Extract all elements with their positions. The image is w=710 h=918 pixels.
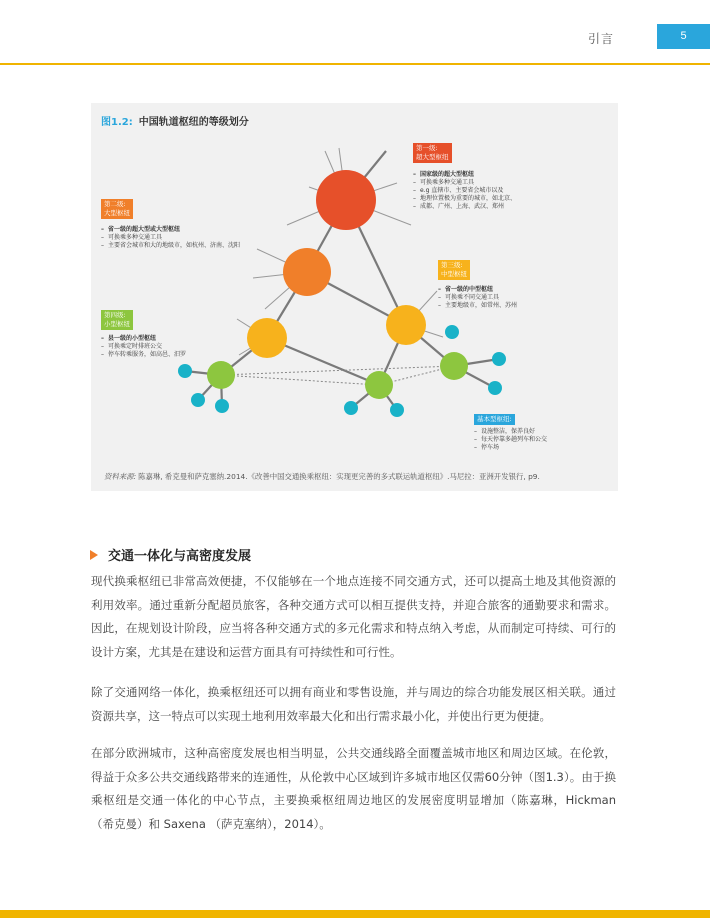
- list-item: – 可换乘多种交通工具: [101, 234, 296, 242]
- tier1-tag-line1: 第一级:: [416, 144, 438, 152]
- basic-hub-node: [492, 352, 506, 366]
- tier1-tag: [413, 143, 452, 163]
- source-label: 资料来源:: [104, 472, 137, 481]
- section-heading: [90, 545, 251, 564]
- footer-rule: [0, 910, 710, 918]
- tier2-list: [101, 226, 296, 250]
- tier4-tag-line1: 第四级:: [104, 311, 126, 319]
- list-item: – 地理位置极为重要的城市，如北京、: [413, 195, 543, 203]
- tier1-tag-line2: 超大型枢纽: [416, 153, 449, 161]
- basic-hub-node: [178, 364, 192, 378]
- tier4-list: [101, 335, 231, 359]
- list-item: – 县一级的小型枢纽: [101, 335, 231, 343]
- list-item: – 可换乘定时排班公交: [101, 343, 231, 351]
- tier3-tag-line1: 第三级:: [441, 261, 463, 269]
- list-item: – 省一级的中型枢纽: [438, 286, 558, 294]
- section-heading-text: 交通一体化与高密度发展: [108, 549, 252, 564]
- basic-hub-node: [344, 401, 358, 415]
- list-item: – 可换乘多种交通工具: [413, 179, 543, 187]
- figure-number: 图1.2:: [101, 117, 133, 128]
- tier4-tag-line2: 小型枢纽: [104, 320, 130, 328]
- basic-list: [474, 428, 594, 452]
- list-item: – 设施整洁，保养良好: [474, 428, 594, 436]
- basic-hub-node: [445, 325, 459, 339]
- list-item: – e.g 直辖市、主要省会城市以及: [413, 187, 543, 195]
- body-paragraph-1: 现代换乘枢纽已非常高效便捷，不仅能够在一个地点连接不同交通方式，还可以提高土地及其他资源的利用效率。通过重新分配超员旅客，各种交通方式可以相互提供支持，并迎合旅客的通勤要求和需求。因此，在规划设计阶段，应当将各种交通方式的多元化需求和特点纳入考虑，从而制定可持续、可行的设计方案，尤其是在建设和运营方面具有可持续性和可行性。: [91, 574, 616, 659]
- figure-hub-hierarchy: [91, 103, 618, 491]
- basic-tag-line1: 基本型枢纽:: [477, 415, 512, 423]
- header-section-title: 引言: [588, 32, 615, 46]
- list-item: – 主要省会城市和大的地级市，如杭州、济南、沈阳: [101, 242, 296, 250]
- list-item: – 停车转乘服务，如高邑、汨罗: [101, 351, 231, 359]
- basic-hub-node: [191, 393, 205, 407]
- tier4-tag: [101, 310, 133, 330]
- body-paragraph-3: 在部分欧洲城市，这种高密度发展也相当明显，公共交通线路全面覆盖城市地区和周边区域。在伦敦，得益于众多公共交通线路带来的连通性，从伦敦中心区域到许多城市地区仅需60分钟（图1.3）。由于换乘枢纽是交通一体化的中心节点，主要换乘枢纽周边地区的发展密度明显增加（陈嘉琳，Hickman （希克曼）和 Saxena （萨克塞纳），2014）。: [91, 746, 616, 831]
- figure-title-text: 中国轨道枢纽的等级划分: [138, 117, 249, 128]
- basic-hub-node: [215, 399, 229, 413]
- tier2-tag-line1: 第二级:: [104, 200, 126, 208]
- tier3-medium-hub-node: [386, 305, 426, 345]
- list-item: – 省一级的超大型或大型枢纽: [101, 226, 296, 234]
- triangle-bullet-icon: [90, 550, 98, 560]
- tier4-small-hub-node: [440, 352, 468, 380]
- list-item: – 每天停靠多趟列车和公交: [474, 436, 594, 444]
- list-item: – 国家级的超大型枢纽: [413, 171, 543, 179]
- tier1-super-hub-node: [316, 170, 376, 230]
- tier3-tag: [438, 260, 470, 280]
- page-number-box: [657, 24, 710, 49]
- body-paragraph-2: 除了交通网络一体化，换乘枢纽还可以拥有商业和零售设施，并与周边的综合功能发展区相关联。通过资源共享，这一特点可以实现土地利用效率最大化和出行需求最小化，并使出行更为便捷。: [91, 685, 616, 723]
- list-item: – 可换乘不同交通工具: [438, 294, 558, 302]
- tier2-large-hub-node: [283, 248, 331, 296]
- tier3-list: [438, 286, 558, 310]
- list-item: – 成都、广州、上海、武汉、郑州: [413, 203, 543, 211]
- list-item: – 停车场: [474, 444, 594, 452]
- tier1-list: [413, 171, 543, 211]
- list-item: – 主要地级市，如常州、苏州: [438, 302, 558, 310]
- tier3-tag-line2: 中型枢纽: [441, 270, 467, 278]
- basic-tag: [474, 414, 515, 425]
- tier4-small-hub-node: [365, 371, 393, 399]
- page-number: 5: [680, 30, 687, 42]
- tier2-tag: [101, 199, 133, 219]
- tier4-small-hub-node: [207, 361, 235, 389]
- figure-source: [104, 471, 540, 482]
- tier2-tag-line2: 大型枢纽: [104, 209, 130, 217]
- tier3-medium-hub-node: [247, 318, 287, 358]
- basic-hub-node: [488, 381, 502, 395]
- header-rule: [0, 63, 710, 65]
- basic-hub-node: [390, 403, 404, 417]
- source-text: 陈嘉琳, 希克曼和萨克塞纳.2014.《改善中国交通换乘枢纽：实现更完善的多式联运轨道枢纽》.马尼拉：亚洲开发银行, p9.: [138, 472, 540, 481]
- secondary-links: [221, 366, 454, 385]
